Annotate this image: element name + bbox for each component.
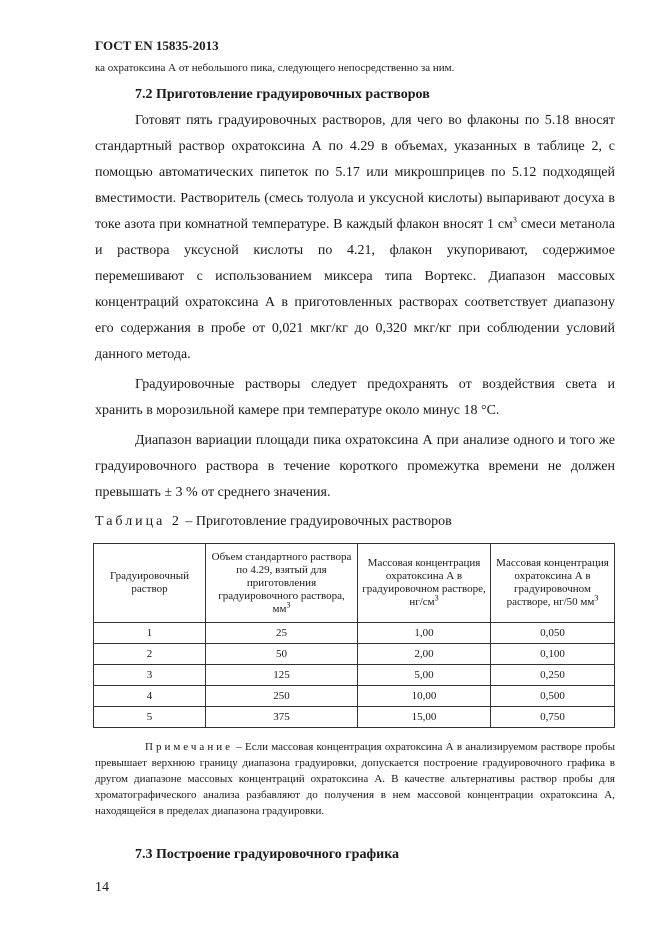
cell-conc-50mm3: 0,250 [491,665,615,686]
header-volume-text: Объем стандартного раствора по 4.29, взятый для приготовления градуировочного раствора, мм [211,550,352,615]
cell-conc-cm3: 5,00 [358,665,491,686]
paragraph-1-part-a: Готовят пять градуировочных растворов, для чего во флаконы по 5.18 вносят стандартный раствор охратоксина А по 4.29 в объемах, указанных в таблице 2, с помощью автоматических пипеток по 5.17 или микрошприцев по 5.12 подходящей вместимости. Растворитель (смесь толуола и уксусной кислоты) выпаривают досуха в токе азота при комнатной температуре. В каждый флакон вносят 1 см [95,113,615,232]
superscript: 3 [594,593,599,603]
cell-conc-cm3: 1,00 [358,623,491,644]
superscript: 3 [512,215,517,225]
cell-volume: 125 [206,665,358,686]
cell-conc-cm3: 15,00 [358,707,491,728]
table-caption-text: – Приготовление градуировочных растворов [181,514,452,529]
paragraph-2: Градуировочные растворы следует предохранять от воздействия света и хранить в морозильной камере при температуре около минус 18 °С. [95,377,615,418]
table-row [94,644,615,665]
cell-conc-cm3: 2,00 [358,644,491,665]
cell-conc-50mm3: 0,100 [491,644,615,665]
cell-volume: 50 [206,644,358,665]
superscript: 3 [286,599,291,609]
continuation-text: ка охратоксина А от небольшого пика, следующего непосредственно за ним. [95,62,455,74]
cell-solution: 2 [94,644,206,665]
paragraph-3: Диапазон вариации площади пика охратоксина А при анализе одного и того же градуировочного раствора в течение короткого промежутка времени не должен превышать ± 3 % от среднего значения. [95,433,615,500]
header-conc-cm3 [358,544,491,623]
cell-solution: 1 [94,623,206,644]
section-7-3-title: 7.3 Построение градуировочного графика [135,847,400,862]
note-paragraph [95,739,615,819]
cell-conc-50mm3: 0,750 [491,707,615,728]
table-row [94,665,615,686]
calibration-table [93,543,615,728]
cell-volume: 375 [206,707,358,728]
cell-solution: 4 [94,686,206,707]
page-number: 14 [95,880,109,895]
section-7-2-title: 7.2 Приготовление градуировочных растворов [135,87,430,102]
document-header: ГОСТ EN 15835-2013 [95,38,219,53]
table-header-row [94,544,615,623]
superscript: 3 [434,593,439,603]
cell-solution: 5 [94,707,206,728]
paragraph-1 [95,108,615,368]
paragraph-1-part-b: смеси метанола и раствора уксусной кислоты по 4.21, флакон укупоривают, содержимое перемешивают с использованием миксера типа Вортекс. Диапазон массовых концентраций охратоксина А в приготовленных растворах соответствует диапазону его содержания в пробе от 0,021 мкг/кг до 0,320 мкг/кг при соблюдении условий данного метода. [95,217,615,362]
cell-volume: 250 [206,686,358,707]
header-conc-50mm3 [491,544,615,623]
note-label: Примечание [145,741,233,753]
cell-conc-50mm3: 0,500 [491,686,615,707]
header-solution: Градуировочный раствор [94,544,206,623]
table-caption [95,514,452,530]
cell-solution: 3 [94,665,206,686]
cell-conc-cm3: 10,00 [358,686,491,707]
cell-conc-50mm3: 0,050 [491,623,615,644]
table-row [94,623,615,644]
table-caption-label: Таблица 2 [95,514,182,529]
header-conc-cm3-text: Массовая концентрация охратоксина А в градуировочном растворе, нг/см [362,557,486,608]
header-conc-50mm3-text: Массовая концентрация охратоксина А в градуировочном растворе, нг/50 мм [496,557,609,608]
cell-volume: 25 [206,623,358,644]
table-row [94,707,615,728]
body-text [95,108,615,506]
header-volume [206,544,358,623]
table-row [94,686,615,707]
note-text: – Если массовая концентрация охратоксина А в анализируемом растворе пробы превышает верхнюю границу диапазона градуировки, допускается построение градуировочного графика в другом диапазоне массовых концентраций охратоксина А. В качестве альтернативы раствор пробы для хроматографического анализа разбавляют до получения в нем массовой концентрации охратоксина А, находящейся в пределах диапазона градуировки. [95,741,615,817]
table-note [95,739,615,819]
